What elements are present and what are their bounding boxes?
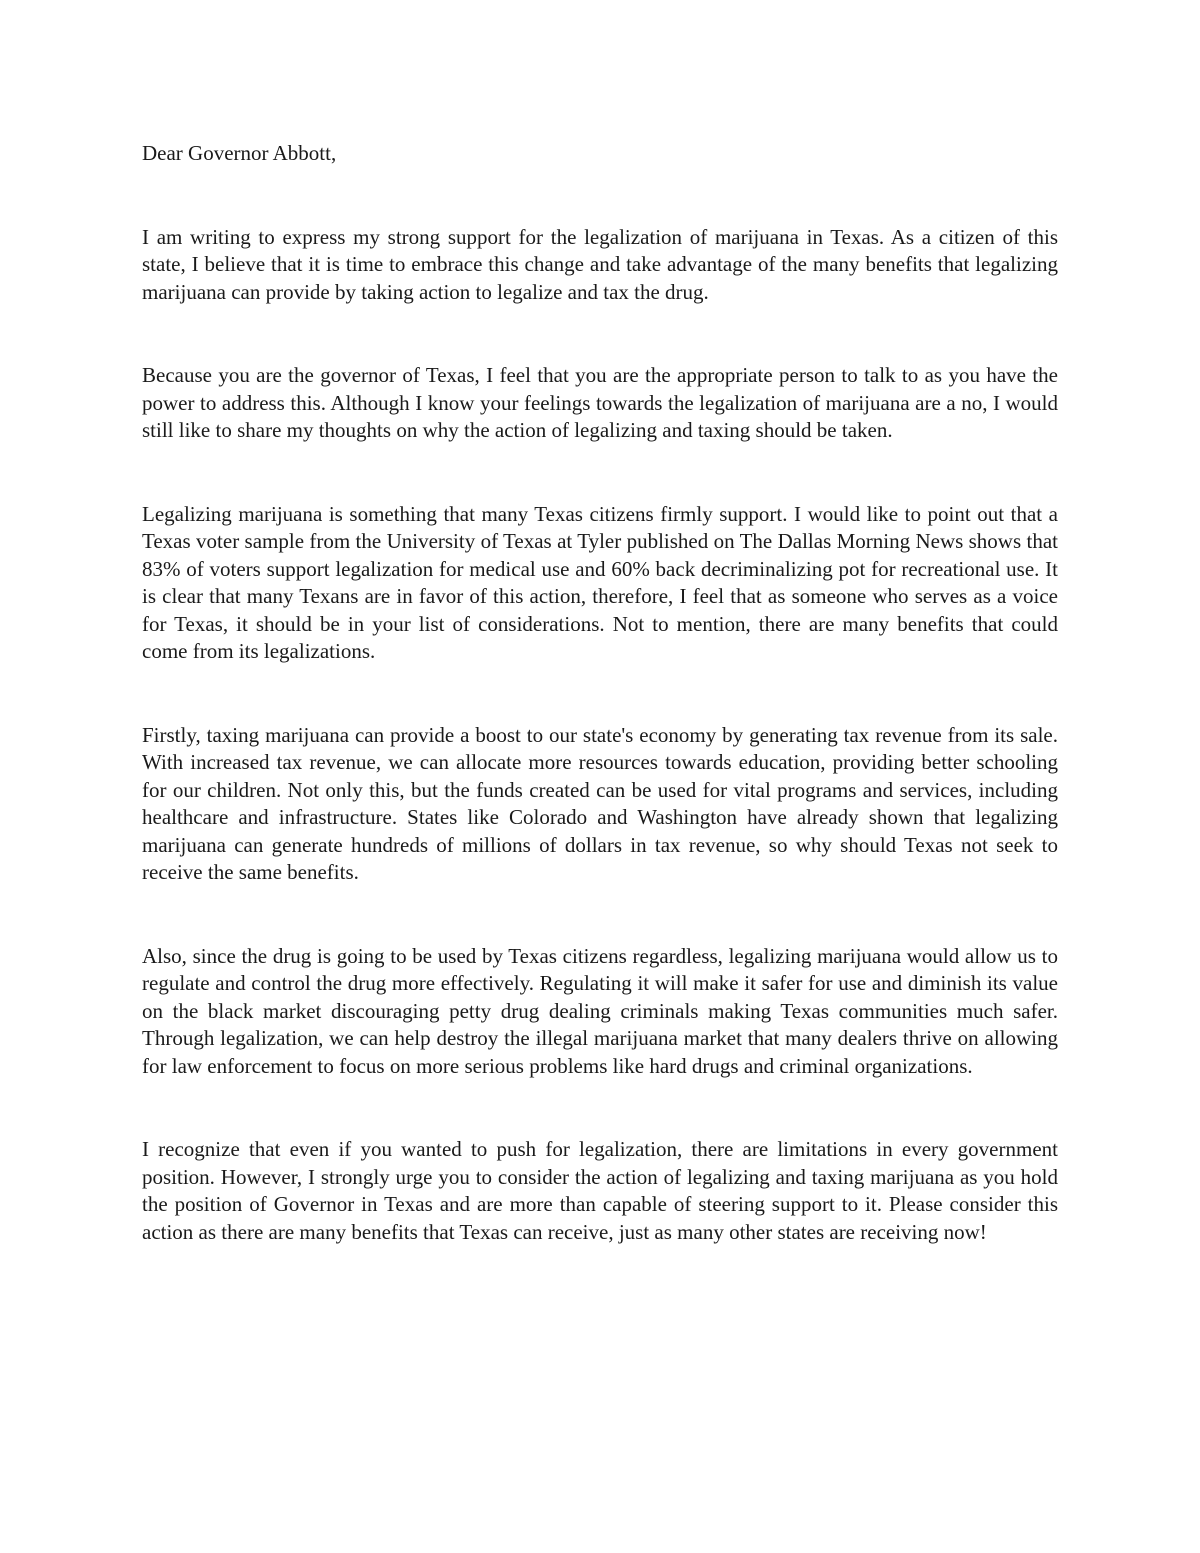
paragraph-governor-role: Because you are the governor of Texas, I feel that you are the appropriate person to talk to as you have the power to address this. Although I know your feelings towards the legalization of marijuana are a no, I would still like to share my thoughts on why the action of legalizing and taxing should be taken. [142, 363, 1058, 442]
letter-salutation: Dear Governor Abbott, [142, 141, 337, 165]
paragraph-intro: I am writing to express my strong support for the legalization of marijuana in Texas. As a citizen of this state, I believe that it is time to embrace this change and take advantage of the many benefits that legalizing marijuana can provide by taking action to legalize and tax the drug. [142, 224, 1058, 304]
letter-body [142, 140, 1058, 1246]
paragraph-public-support: Legalizing marijuana is something that many Texas citizens firmly support. I would like to point out that a Texas voter sample from the University of Texas at Tyler published on The Dallas Morning News shows that 83% of voters support legalization for medical use and 60% back decriminalizing pot for recreational use. It is clear that many Texans are in favor of this action, therefore, I feel that as someone who serves as a voice for Texas, it should be in your list of considerations. Not to mention, there are many benefits that could come from its legalizations. [142, 501, 1058, 663]
paragraph-closing: I recognize that even if you wanted to push for legalization, there are limitations in every government position. However, I strongly urge you to consider the action of legalizing and taxing marijuana as you hold the position of Governor in Texas and are more than capable of steering support to it. Please consider this action as there are many benefits that Texas can receive, just as many other states are receiving now! [142, 1137, 1058, 1244]
paragraph-tax-revenue: Firstly, taxing marijuana can provide a boost to our state's economy by generating tax revenue from its sale. With increased tax revenue, we can allocate more resources towards education, providing better schooling for our children. Not only this, but the funds created can be used for vital programs and services, including healthcare and infrastructure. States like Colorado and Washington have already shown that legalizing marijuana can generate hundreds of millions of dollars in tax revenue, so why should Texas not seek to receive the same benefits. [142, 722, 1058, 884]
paragraph-regulation: Also, since the drug is going to be used by Texas citizens regardless, legalizing marijuana would allow us to regulate and control the drug more effectively. Regulating it will make it safer for use and diminish its value on the black market discouraging petty drug dealing criminals making Texas communities much safer. Through legalization, we can help destroy the illegal marijuana market that many dealers thrive on allowing for law enforcement to focus on more serious problems like hard drugs and criminal organizations. [142, 943, 1058, 1078]
